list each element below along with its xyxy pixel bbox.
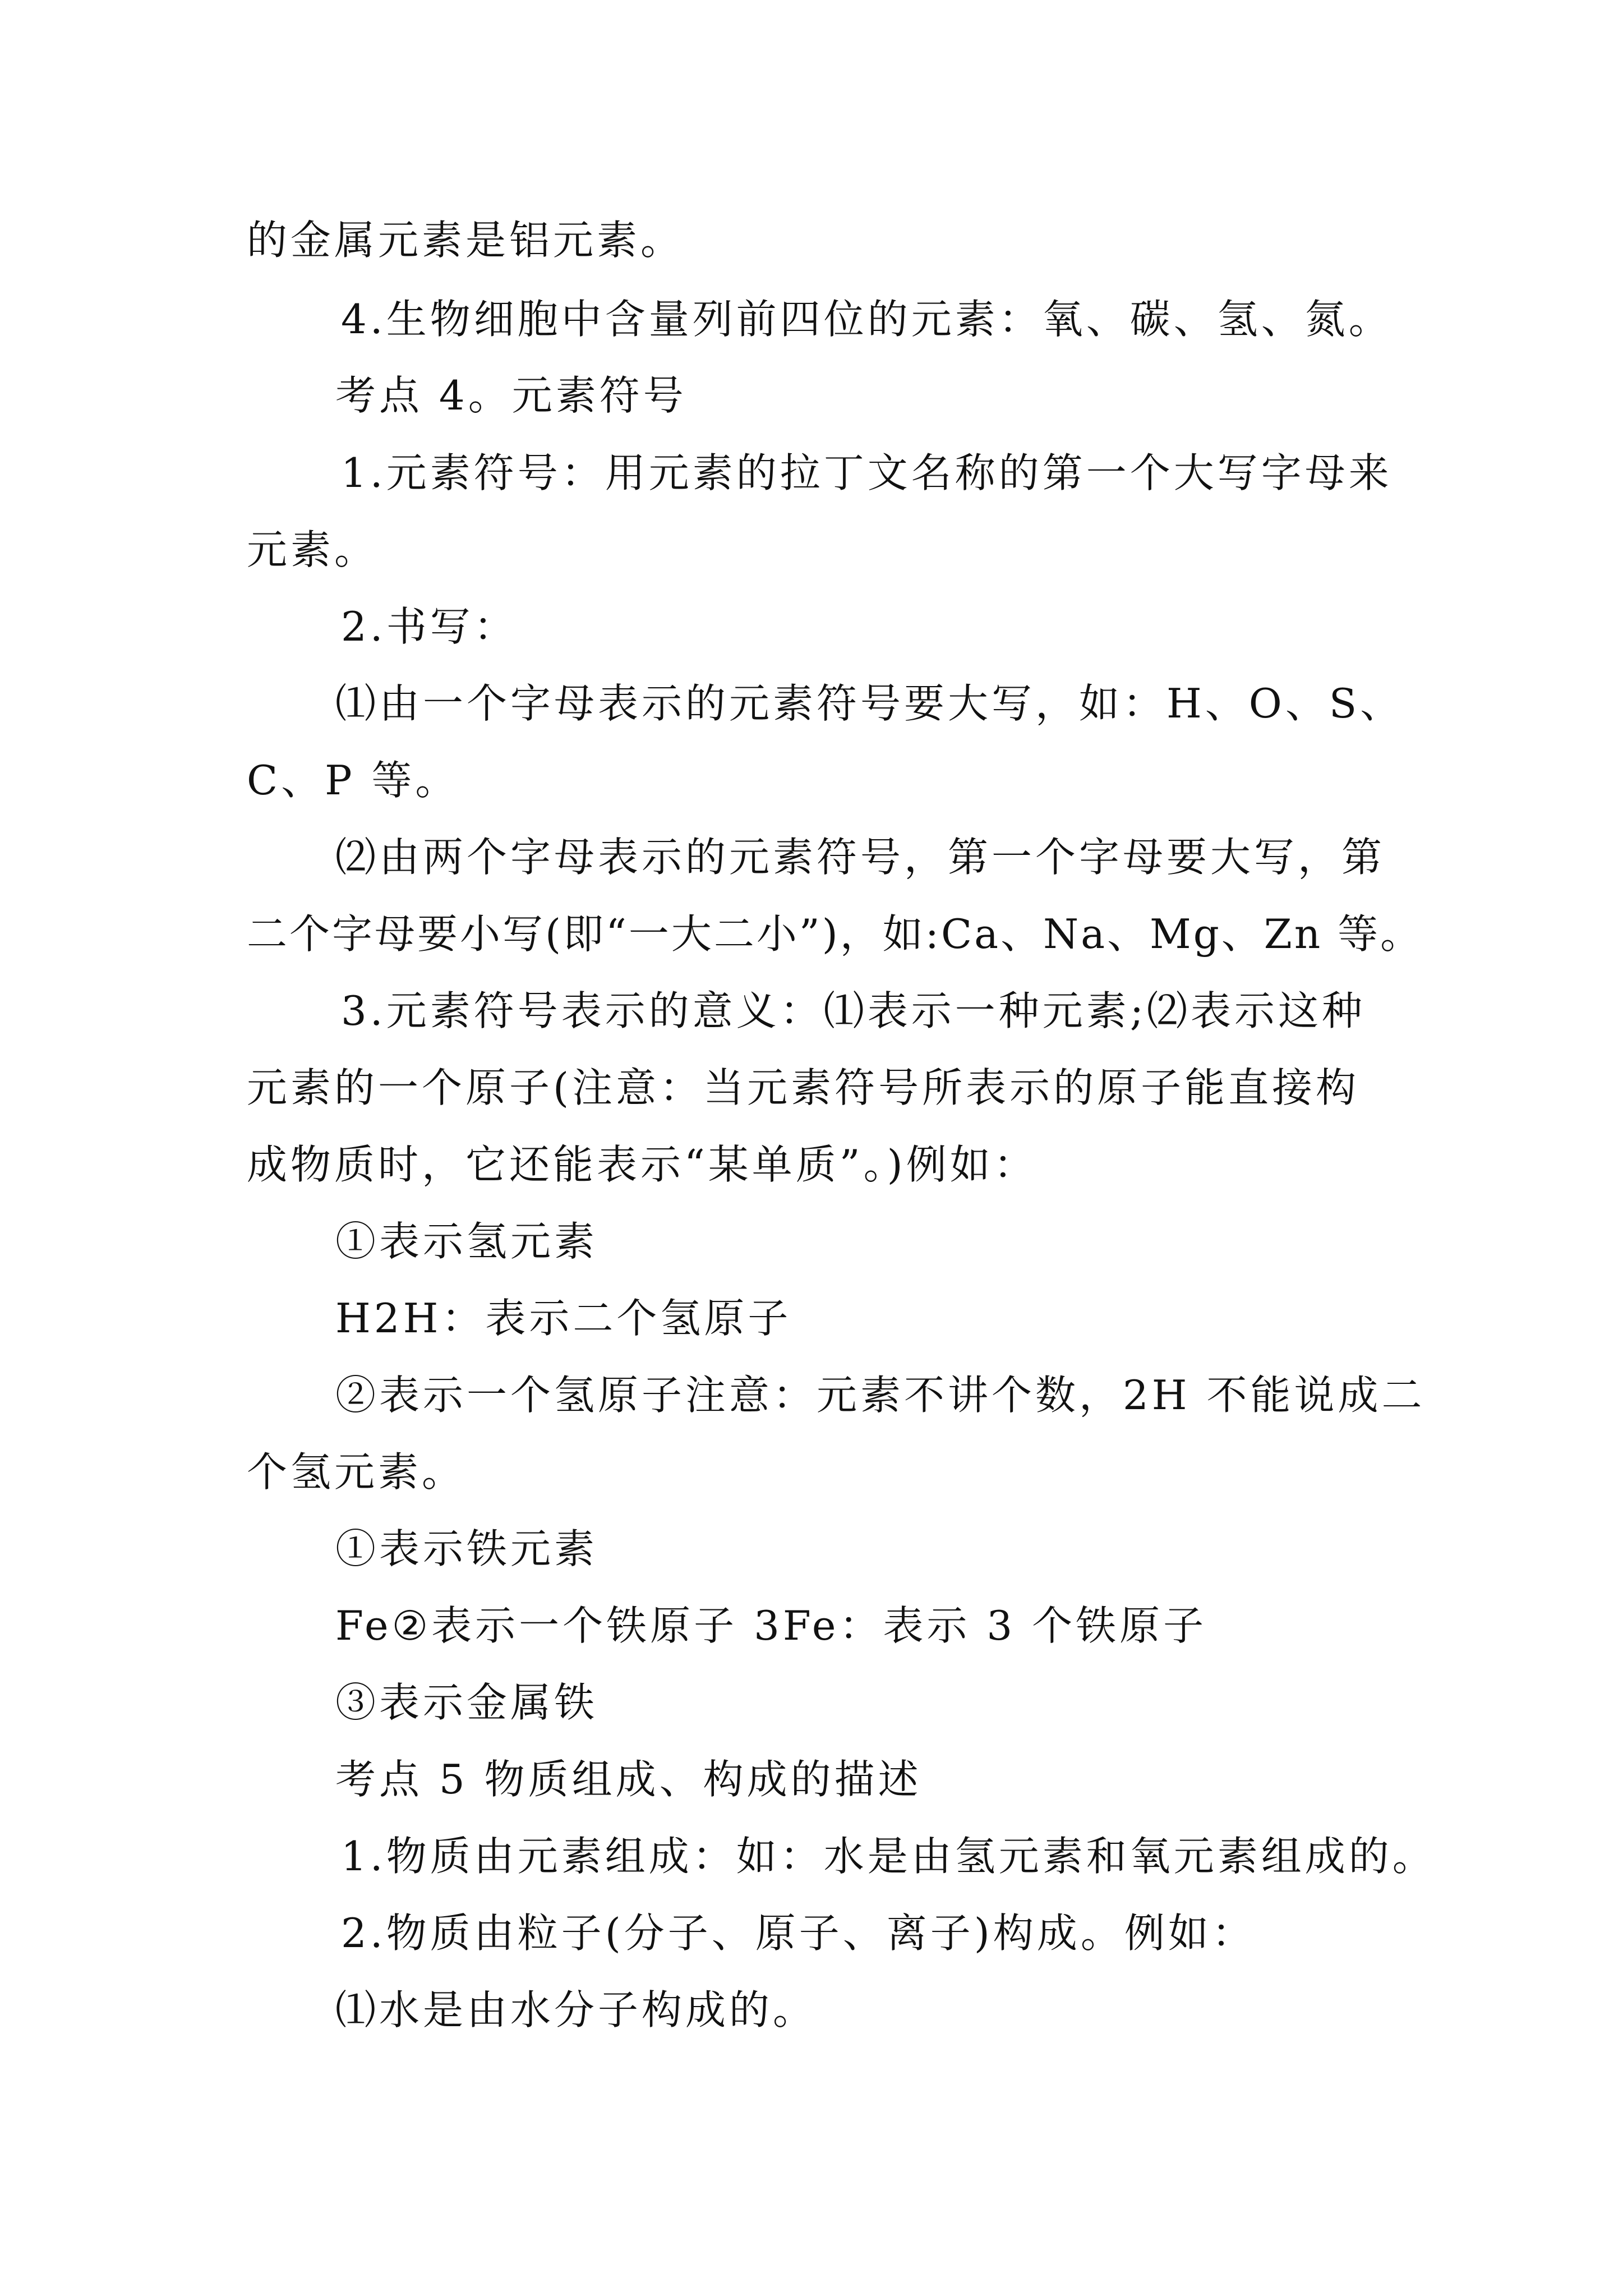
text-line-8: C、P 等。 — [247, 757, 459, 804]
text-line-15: H2H：表示二个氢原子 — [335, 1295, 792, 1342]
section-heading-5: 考点 5 物质组成、构成的描述 — [335, 1756, 922, 1803]
text-line-17: 个氢元素。 — [247, 1448, 466, 1496]
text-line-1: 的金属元素是铝元素。 — [247, 217, 685, 264]
text-line-24: ⑴水是由水分子构成的。 — [335, 1986, 817, 2033]
text-line-6: 2.书写： — [341, 603, 518, 650]
text-line-18: ①表示铁元素 — [335, 1525, 598, 1572]
text-line-22: 1.物质由元素组成：如：水是由氢元素和氧元素组成的。 — [341, 1833, 1436, 1880]
text-line-16: ②表示一个氢原子注意：元素不讲个数，2H 不能说成二 — [335, 1372, 1426, 1419]
text-line-4: 1.元素符号：用元素的拉丁文名称的第一个大写字母来 — [341, 449, 1393, 496]
text-line-9: ⑵由两个字母表示的元素符号，第一个字母要大写，第 — [335, 834, 1386, 881]
text-line-12: 元素的一个原子(注意：当元素符号所表示的原子能直接构 — [247, 1064, 1360, 1111]
text-line-10: 二个字母要小写(即“一大二小”)，如:Ca、Na、Mg、Zn 等。 — [247, 910, 1423, 958]
text-line-23: 2.物质由粒子(分子、原子、离子)构成。例如： — [341, 1910, 1256, 1957]
text-line-5: 元素。 — [247, 526, 379, 573]
text-line-13: 成物质时，它还能表示“某单质”。)例如： — [247, 1141, 1038, 1188]
section-heading-4: 考点 4。元素符号 — [335, 372, 687, 419]
text-line-2: 4.生物细胞中含量列前四位的元素：氧、碳、氢、氮。 — [341, 296, 1393, 343]
text-line-20: ③表示金属铁 — [335, 1679, 598, 1726]
text-line-19: Fe②表示一个铁原子 3Fe：表示 3 个铁原子 — [335, 1602, 1207, 1649]
text-line-14: ①表示氢元素 — [335, 1218, 598, 1265]
text-line-11: 3.元素符号表示的意义：⑴表示一种元素;⑵表示这种 — [341, 987, 1366, 1034]
text-line-7: ⑴由一个字母表示的元素符号要大写，如：H、O、S、 — [335, 680, 1404, 727]
